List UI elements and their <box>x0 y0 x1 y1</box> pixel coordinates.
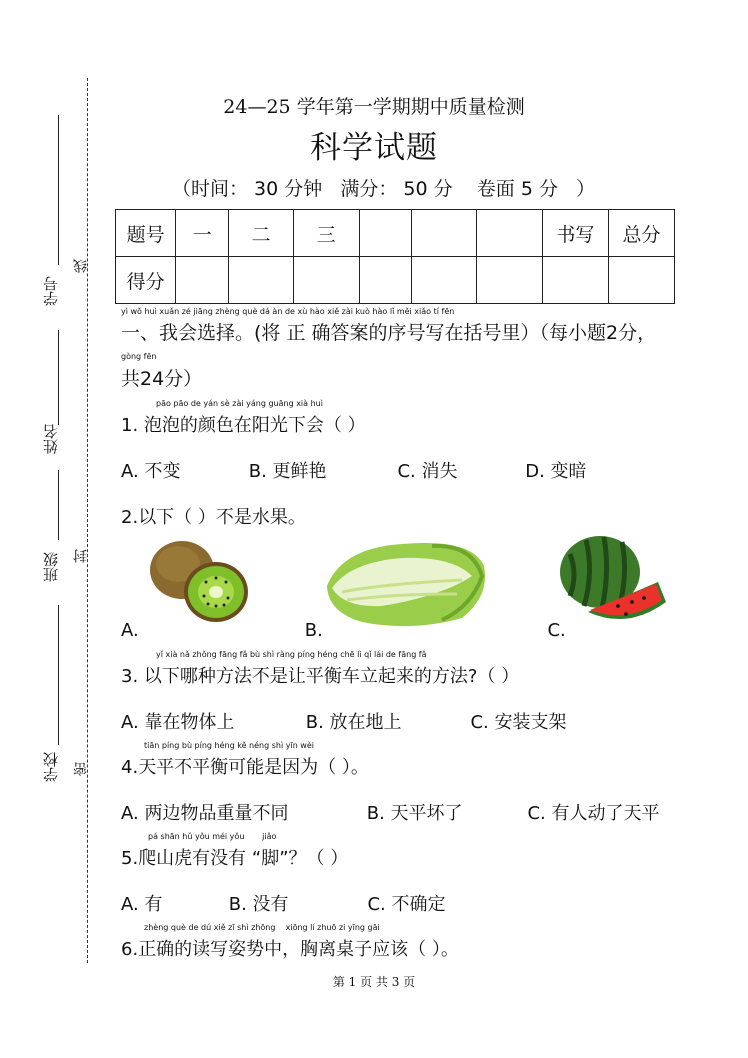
q5-number: 5. <box>121 848 139 869</box>
score-input-cell[interactable] <box>542 257 608 304</box>
q4-options <box>121 799 659 825</box>
q4-option-c[interactable]: C. 有人动了天平 <box>527 803 660 824</box>
class-label: 班级 <box>42 552 60 582</box>
exam-title: 24—25 学年第一学期期中质量检测 <box>223 96 525 118</box>
section1-title-b-pinyin: gòng fēn <box>121 352 157 361</box>
score-input-cell[interactable] <box>176 257 229 304</box>
q1-pinyin: pāo pāo de yán sè zài yáng guāng xià huì <box>156 399 323 408</box>
seal-word-secret: 密 <box>73 762 89 776</box>
score-row-label: 得分 <box>116 257 176 304</box>
subject-title: 科学试题 <box>310 130 438 166</box>
q5-option-c[interactable]: C. 不确定 <box>367 894 446 915</box>
question-6 <box>121 935 459 961</box>
question-2 <box>121 503 306 529</box>
question-5 <box>121 844 348 870</box>
score-input-cell[interactable] <box>411 257 477 304</box>
school-rule <box>58 605 59 745</box>
q5-option-a[interactable]: A. 有 <box>121 894 163 915</box>
q2-option-c[interactable]: C. <box>547 620 566 641</box>
q4-option-a[interactable]: A. 两边物品重量不同 <box>121 803 289 824</box>
q1-text: 泡泡的颜色在阳光下会（ ） <box>143 415 366 436</box>
q2-options <box>121 620 566 641</box>
q3-option-a[interactable]: A. 靠在物体上 <box>121 712 235 733</box>
score-table-header-row <box>116 210 675 257</box>
score-cell <box>411 210 477 257</box>
score-cell: 二 <box>229 210 293 257</box>
q4-pinyin: tiān píng bù píng héng kě néng shì yīn wèi <box>144 741 314 750</box>
score-table-score-row <box>116 257 675 304</box>
score-input-cell[interactable] <box>293 257 359 304</box>
section1-title: 一、我会选择。(将 正 确答案的序号写在括号里）（每小题2分， <box>121 322 657 344</box>
exam-meta: （时间： 30 分钟 满分： 50 分 卷面 5 分 ） <box>172 178 596 200</box>
q3-number: 3. <box>121 666 139 687</box>
q4-number: 4. <box>121 757 139 778</box>
page-footer: 第 1 页 共 3 页 <box>332 975 416 989</box>
section1-pinyin: yì wǒ huì xuǎn zé jiāng zhèng què dá àn de xù hào xiě zài kuò hào lǐ měi xiǎo tí fēn <box>121 307 455 316</box>
name-rule <box>58 330 59 425</box>
q3-option-c[interactable]: C. 安装支架 <box>470 712 567 733</box>
q5-text: 爬山虎有没有 “脚”？（ ） <box>138 848 349 869</box>
q6-number: 6. <box>121 939 139 960</box>
q3-options <box>121 708 566 734</box>
score-cell: 书写 <box>542 210 608 257</box>
q3-option-b[interactable]: B. 放在地上 <box>305 712 402 733</box>
score-cell: 题号 <box>116 210 176 257</box>
q1-option-c[interactable]: C. 消失 <box>397 461 458 482</box>
q1-options <box>121 457 587 483</box>
seal-word-seal: 封 <box>73 549 89 563</box>
score-input-cell[interactable] <box>229 257 293 304</box>
cabbage-image[interactable] <box>322 536 488 628</box>
score-cell: 三 <box>293 210 359 257</box>
student-id-label: 学号 <box>42 276 60 306</box>
score-cell: 一 <box>176 210 229 257</box>
binding-dashed-line <box>87 78 88 963</box>
score-cell <box>359 210 411 257</box>
score-input-cell[interactable] <box>608 257 674 304</box>
q3-pinyin: yǐ xià nǎ zhǒng fāng fǎ bù shì ràng píng héng chē lì qǐ lái de fāng fǎ <box>156 650 427 659</box>
name-label: 姓名 <box>42 424 60 454</box>
question-4 <box>121 753 369 779</box>
section1-title-b: 共24分） <box>121 368 203 390</box>
q2-option-a[interactable]: A. <box>121 620 139 641</box>
seal-word-line: 线 <box>73 259 89 273</box>
question-1 <box>121 411 366 437</box>
q2-number: 2. <box>121 507 139 528</box>
score-cell: 总分 <box>608 210 674 257</box>
q5-option-b[interactable]: B. 没有 <box>228 894 289 915</box>
score-input-cell[interactable] <box>477 257 543 304</box>
score-input-cell[interactable] <box>359 257 411 304</box>
q1-option-a[interactable]: A. 不变 <box>121 461 181 482</box>
q1-option-b[interactable]: B. 更鲜艳 <box>248 461 327 482</box>
score-table <box>115 209 675 304</box>
q5-pinyin: pá shān hǔ yǒu méi yǒu jiǎo <box>148 832 277 841</box>
q2-text: 以下（ ）不是水果。 <box>138 507 306 528</box>
score-cell <box>477 210 543 257</box>
q4-option-b[interactable]: B. 天平坏了 <box>366 803 463 824</box>
school-label: 学校 <box>42 752 60 782</box>
question-3 <box>121 662 519 688</box>
q1-number: 1. <box>121 415 139 436</box>
q2-option-b[interactable]: B. <box>304 620 323 641</box>
q6-pinyin: zhèng què de dú xiě zī shì zhōng xiōng lí zhuō zi yīng gāi <box>144 923 380 932</box>
q1-option-d[interactable]: D. 变暗 <box>525 461 587 482</box>
q4-text: 天平不平衡可能是因为（ ）。 <box>138 757 369 778</box>
class-rule <box>58 470 59 540</box>
q3-text: 以下哪种方法不是让平衡车立起来的方法?（ ） <box>143 666 520 687</box>
watermelon-image[interactable] <box>558 534 670 630</box>
q5-options <box>121 890 445 916</box>
q6-text: 正确的读写姿势中，胸离桌子应该（ ）。 <box>138 939 459 960</box>
kiwi-image[interactable] <box>146 532 252 628</box>
